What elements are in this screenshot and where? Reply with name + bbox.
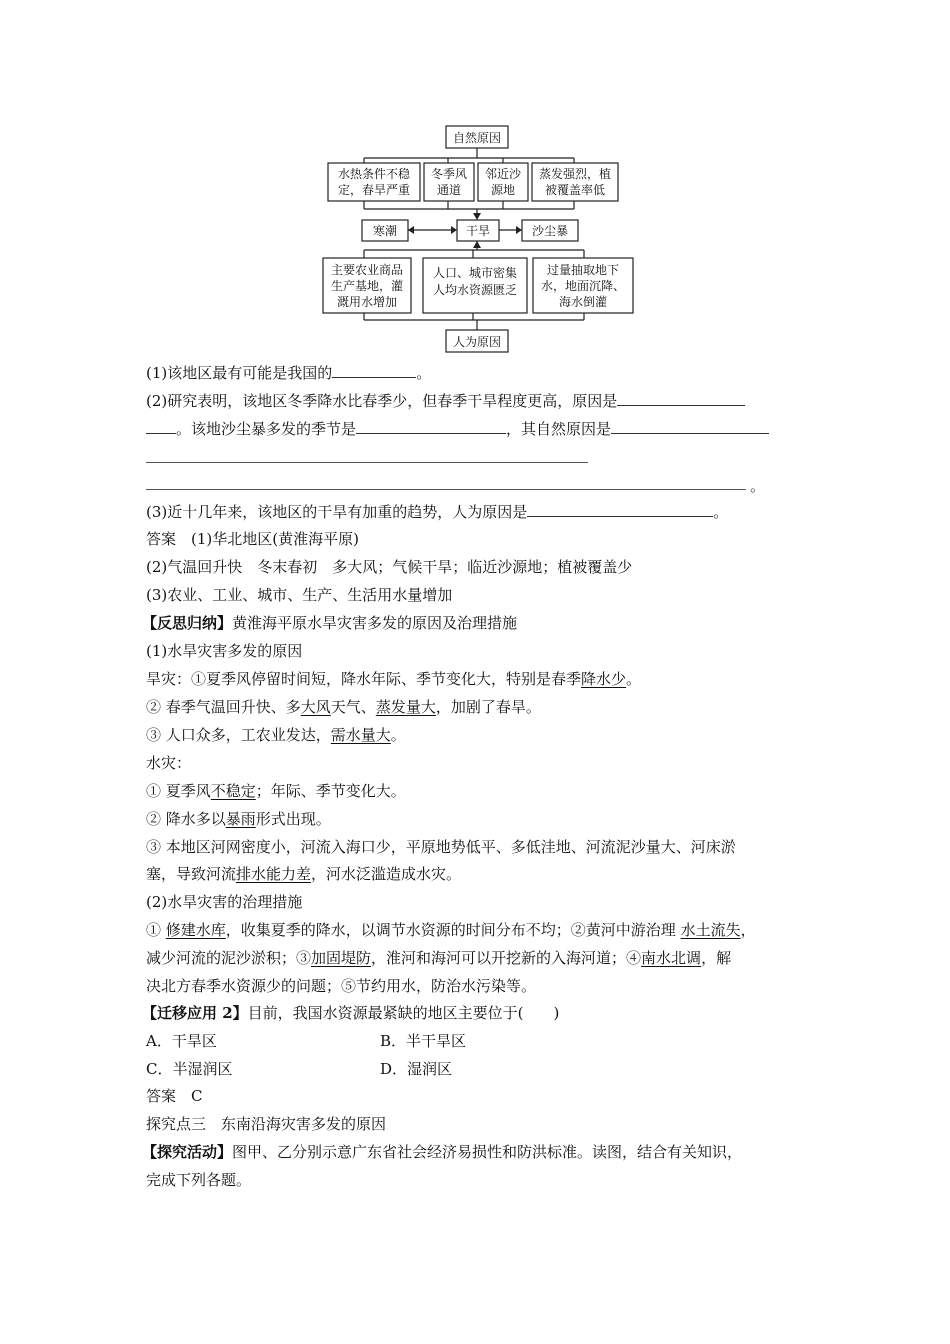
human-causes-title: 人为原因: [452, 335, 502, 349]
drought-cause-2: ② 春季气温回升快、多大风天气、蒸发量大，加剧了春旱。: [146, 698, 541, 716]
answer-rule-2c-cont[interactable]: [146, 462, 588, 463]
section-measures: (2)水旱灾害的治理措施: [146, 893, 303, 911]
arrow-to-sandstorm: [516, 226, 522, 234]
drought-cause-3: ③ 人口众多，工农业发达，需水量大。: [146, 726, 406, 744]
option-b[interactable]: B．半干旱区: [380, 1032, 467, 1050]
question-2-line-2: 。该地沙尘暴多发的季节是 ，其自然原因是: [146, 418, 826, 439]
flood-cause-3-line-2: 塞，导致河流排水能力差，河水泛滥造成水灾。: [146, 865, 462, 883]
human-cause-1-line-3: 溉用水增加: [336, 295, 398, 309]
arrow-down-to-drought: [473, 213, 481, 220]
human-cause-3-line-3: 海水倒灌: [558, 295, 608, 309]
natural-cause-3-line-2: 源地: [490, 183, 516, 197]
flood-heading: 水灾：: [146, 754, 192, 772]
reflection-heading: 【反思归纳】黄淮海平原水旱灾害多发的原因及治理措施: [142, 614, 518, 632]
activity-line-1: 【探究活动】图甲、乙分别示意广东省社会经济易损性和防洪标准。读图，结合有关知识，: [142, 1143, 743, 1161]
question-1: (1)该地区最有可能是我国的 。: [146, 364, 432, 382]
answer-rule-2c-end[interactable]: [146, 489, 746, 490]
measures-line-2: 减少河流的泥沙淤积；③加固堤防，淮河和海河可以开挖新的入海河道；④南水北调，解: [146, 949, 732, 967]
answer-blank-1[interactable]: [332, 362, 416, 378]
sandstorm-label: 沙尘暴: [531, 224, 569, 238]
answer-blank-2b[interactable]: [356, 418, 506, 434]
natural-cause-2-line-2: 通道: [436, 183, 462, 197]
transfer-question: 【迁移应用 2】目前，我国水资源最紧缺的地区主要位于( ): [142, 1004, 560, 1022]
human-cause-2-line-1: 人口、城市密集: [432, 266, 518, 280]
flood-cause-3-line-1: ③ 本地区河网密度小，河流入海口少，平原地势低平、多低洼地、河流泥沙量大、河床淤: [146, 838, 736, 856]
measures-line-3: 决北方春季水资源少的问题；⑤节约用水，防治水污染等。: [146, 977, 537, 995]
transfer-answer: 答案 C: [146, 1087, 203, 1105]
arrow-up-to-drought: [473, 241, 481, 248]
answer-blank-2a-cont[interactable]: [146, 418, 176, 434]
explore-point-heading: 探究点三 东南沿海灾害多发的原因: [146, 1115, 387, 1133]
natural-cause-4-line-2: 被覆盖率低: [544, 183, 606, 197]
human-cause-1-line-2: 生产基地，灌: [330, 279, 404, 293]
option-d[interactable]: D．湿润区: [380, 1060, 453, 1078]
flood-cause-1: ① 夏季风不稳定；年际、季节变化大。: [146, 782, 406, 800]
drought-cause-1: 旱灾：①夏季风停留时间短，降水年际、季节变化大，特别是春季降水少。: [146, 670, 642, 688]
human-cause-3-line-1: 过量抽取地下: [546, 263, 620, 277]
answer-blank-2c[interactable]: [611, 418, 769, 434]
drought-label: 干旱: [465, 224, 491, 238]
arrow-to-cold-wave: [408, 226, 414, 234]
natural-cause-1-line-2: 定，春旱严重: [337, 183, 411, 197]
answer-blank-2a[interactable]: [617, 390, 745, 406]
question-3: (3)近十几年来，该地区的干旱有加重的趋势，人为原因是 。: [146, 503, 729, 521]
measures-line-1: ① 修建水库，收集夏季的降水，以调节水资源的时间分布不均；②黄河中游治理 水土流失，: [146, 921, 756, 939]
human-cause-3-line-2: 水，地面沉降、: [540, 279, 626, 293]
section-causes: (1)水旱灾害多发的原因: [146, 642, 303, 660]
human-cause-1-line-1: 主要农业商品: [330, 263, 404, 277]
answer-3: (3)农业、工业、城市、生产、生活用水量增加: [146, 586, 453, 604]
causes-flow-diagram: [0, 0, 950, 360]
option-c[interactable]: C．半湿润区: [146, 1060, 233, 1078]
answer-blank-3[interactable]: [527, 501, 713, 517]
natural-cause-4-line-1: 蒸发强烈，植: [538, 167, 612, 181]
cold-wave-label: 寒潮: [372, 224, 398, 238]
answer-1: 答案 (1)华北地区(黄淮海平原): [146, 530, 359, 548]
question-2-end: 。: [750, 477, 766, 495]
question-2-line-1: (2)研究表明，该地区冬季降水比春季少，但春季干旱程度更高，原因是: [146, 390, 826, 411]
natural-cause-2-line-1: 冬季风: [430, 167, 468, 181]
arrow-drought-from-cold-wave: [451, 226, 457, 234]
flood-cause-2: ② 降水多以暴雨形式出现。: [146, 810, 331, 828]
option-a[interactable]: A．干旱区: [146, 1032, 217, 1050]
answer-2: (2)气温回升快 冬末春初 多大风；气候干旱；临近沙源地；植被覆盖少: [146, 558, 633, 576]
natural-cause-3-line-1: 邻近沙: [484, 167, 522, 181]
natural-cause-1-line-1: 水热条件不稳: [337, 167, 411, 181]
activity-line-2: 完成下列各题。: [146, 1171, 252, 1189]
human-cause-2-line-2: 人均水资源匮乏: [432, 283, 518, 297]
natural-causes-title: 自然原因: [452, 131, 502, 145]
